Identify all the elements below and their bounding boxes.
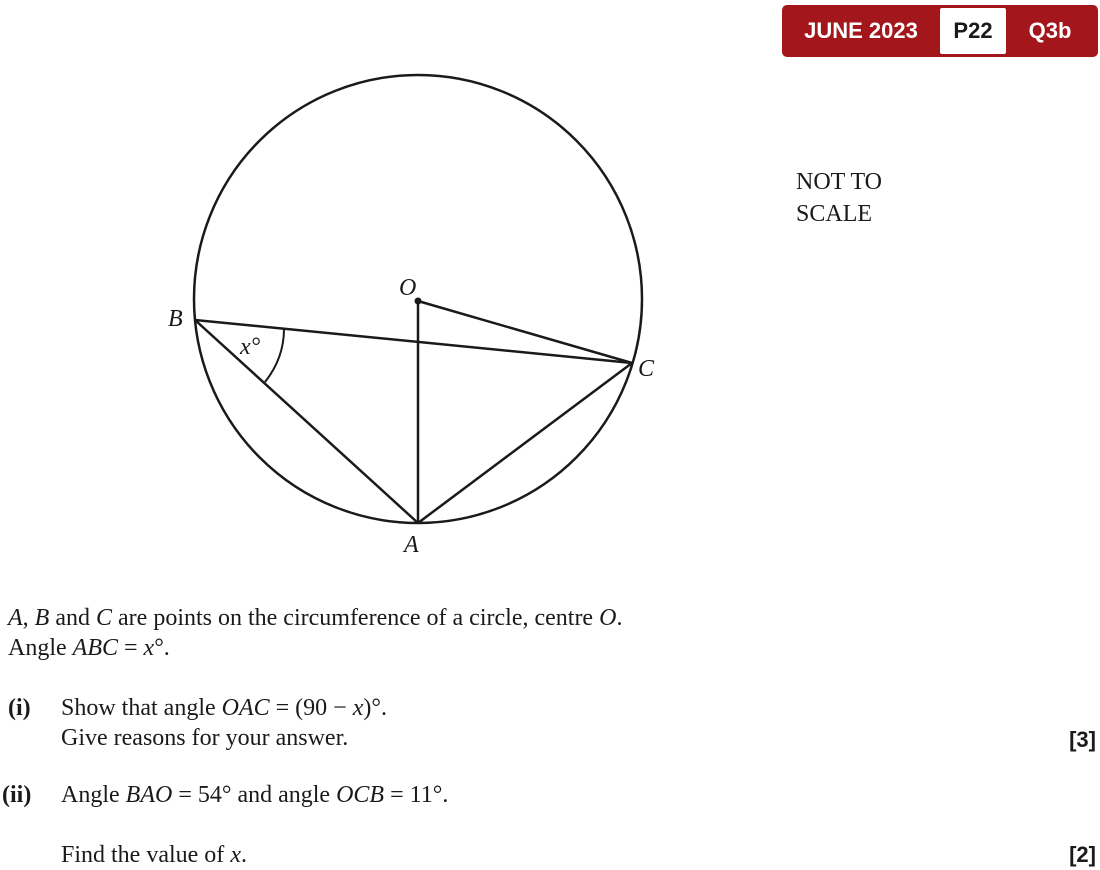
label-a: A [404, 532, 419, 558]
stmt-point-a: A [8, 605, 23, 631]
part-i-x: x [352, 695, 364, 721]
not-to-scale-note [796, 166, 956, 230]
stmt-text: °. [154, 635, 170, 661]
part-ii-angle-bao: BAO [125, 782, 173, 808]
stmt-point-c: C [96, 605, 113, 631]
part-ii-x: x [230, 842, 241, 868]
part-i-marks: [3] [1069, 727, 1096, 752]
stmt-centre: O [599, 605, 617, 631]
stmt-text: , [22, 605, 35, 631]
label-angle-x: x° [240, 334, 261, 360]
part-i-angle-oac: OAC [221, 695, 270, 721]
part-i-text: )°. [363, 695, 387, 721]
part-i-text: = (90 − [269, 695, 353, 721]
part-ii-marks: [2] [1069, 842, 1096, 867]
badge-paper: P22 [940, 8, 1006, 54]
stmt-text: and [49, 605, 96, 631]
part-ii-text: = 11°. [384, 782, 449, 808]
part-ii-text: Angle [61, 782, 126, 808]
stmt-text: Angle [8, 635, 73, 661]
part-i-number: (i) [8, 695, 31, 721]
part-i-line-2: Give reasons for your answer. [61, 725, 349, 751]
part-ii-line-2 [61, 840, 247, 870]
chord-ac [418, 363, 632, 523]
part-ii-text: Find the value of [61, 842, 231, 868]
part-i-text: Show that angle [61, 695, 222, 721]
part-ii-text: . [240, 842, 247, 868]
stmt-text: . [616, 605, 623, 631]
statement-line-1 [8, 603, 622, 633]
part-ii-number: (ii) [2, 782, 32, 808]
label-o: O [399, 275, 417, 301]
part-ii-angle-ocb: OCB [336, 782, 385, 808]
part-ii-line-1 [61, 780, 448, 810]
badge-question: Q3b [1028, 18, 1072, 43]
stmt-text: are points on the circumference of a circle, centre [112, 605, 600, 631]
angle-arc [265, 329, 284, 382]
label-b: B [168, 306, 183, 332]
label-c: C [638, 356, 655, 382]
stmt-angle-abc: ABC [72, 635, 118, 661]
stmt-text: = [117, 635, 144, 661]
part-ii-text: = 54° and angle [172, 782, 337, 808]
note-line-1: NOT TO [796, 169, 883, 195]
badge-date: JUNE 2023 [804, 18, 918, 43]
part-i-line-1 [61, 693, 387, 723]
stmt-point-b: B [34, 605, 50, 631]
note-line-2: SCALE [796, 201, 873, 227]
stmt-x: x [143, 635, 155, 661]
chord-bc [195, 320, 632, 363]
statement-line-2 [8, 633, 170, 663]
